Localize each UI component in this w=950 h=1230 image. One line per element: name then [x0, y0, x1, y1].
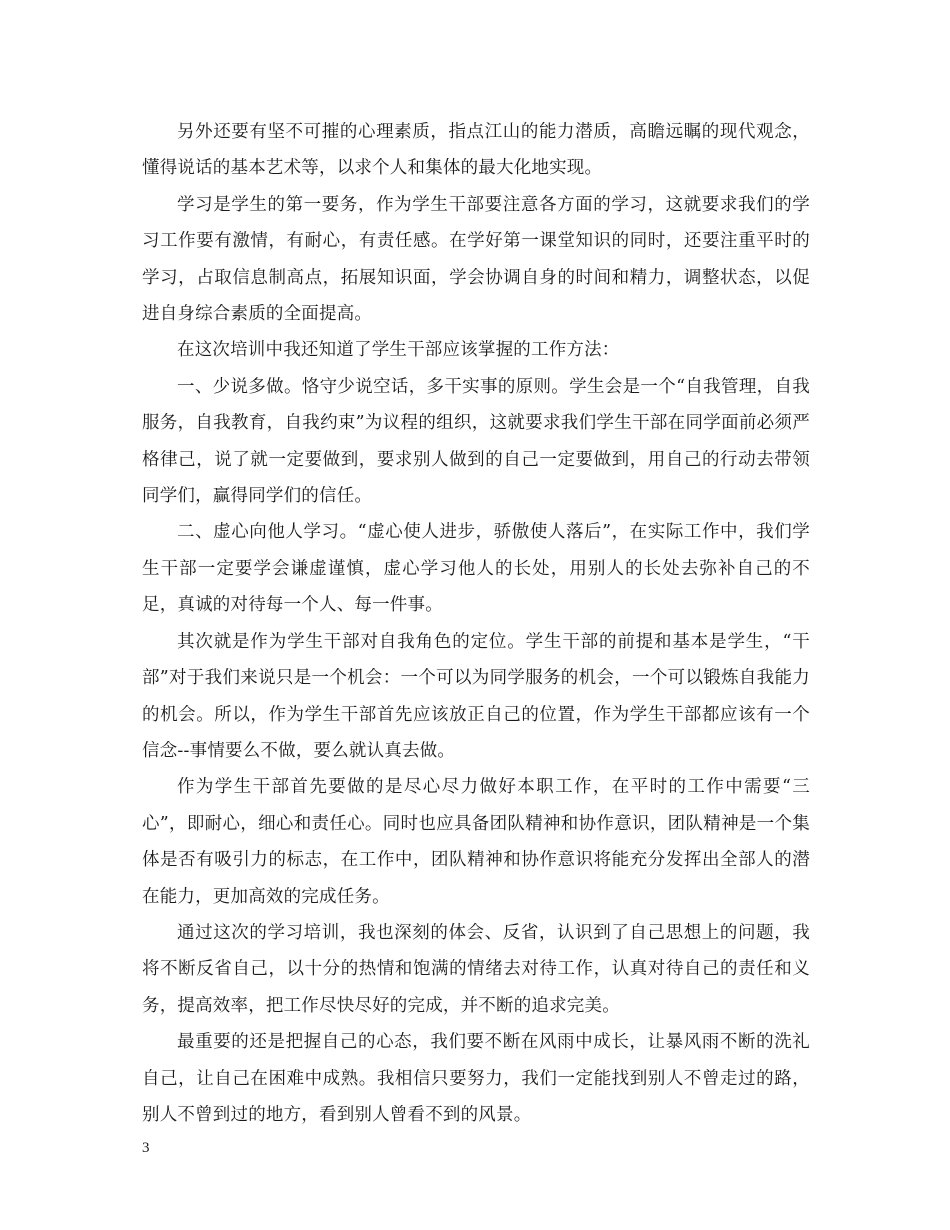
paragraph-personal-qualities: 另外还要有坚不可摧的心理素质，指点江山的能力潜质，高瞻远瞩的现代观念，懂得说话的基本艺术等，以求个人和集体的最大化地实现。 — [142, 122, 810, 179]
page-number: 3 — [142, 1140, 150, 1156]
paragraph-work-methods-intro: 在这次培训中我还知道了学生干部应该掌握的工作方法： — [177, 340, 620, 361]
paragraph-method-one: 一、少说多做。恪守少说空话，多干实事的原则。学生会是一个“自我管理，自我服务，自我教育，自我约束”为议程的组织，这就要求我们学生干部在同学面前必须严格律己，说了就一定要做到，要求别人做到的自己一定要做到，用自己的行动去带领同学们，赢得同学们的信任。 — [142, 376, 810, 507]
paragraph-duties: 作为学生干部首先要做的是尽心尽力做好本职工作，在平时的工作中需要“三心”，即耐心，细心和责任心。同时也应具备团队精神和协作意识，团队精神是一个集体是否有吸引力的标志，在工作中，团队精神和协作意识将能充分发挥出全部人的潜在能力，更加高效的完成任务。 — [142, 777, 810, 907]
paragraph-role-positioning: 其次就是作为学生干部对自我角色的定位。学生干部的前提和基本是学生，“干部”对于我们来说只是一个机会：一个可以为同学服务的机会，一个可以锻炼自我能力的机会。所以，作为学生干部首先应该放正自己的位置，作为学生干部都应该有一个信念--事情要么不做，要么就认真去做。 — [142, 631, 810, 761]
paragraph-method-two: 二、虚心向他人学习。“虚心使人进步，骄傲使人落后”，在实际工作中，我们学生干部一定要学会谦虚谨慎，虚心学习他人的长处，用别人的长处去弥补自己的不足，真诚的对待每一个人、每一件事。 — [142, 522, 810, 616]
document-body — [142, 114, 810, 1133]
paragraph-study: 学习是学生的第一要务，作为学生干部要注意各方面的学习，这就要求我们的学习工作要有激情，有耐心，有责任感。在学好第一课堂知识的同时，还要注重平时的学习，占取信息制高点，拓展知识面，学会协调自身的时间和精力，调整状态，以促进自身综合素质的全面提高。 — [142, 194, 810, 325]
paragraph-reflection: 通过这次的学习培训，我也深刻的体会、反省，认识到了自己思想上的问题，我将不断反省自己，以十分的热情和饱满的情绪去对待工作，认真对待自己的责任和义务，提高效率，把工作尽快尽好的完成，并不断的追求完美。 — [142, 922, 810, 1016]
paragraph-mindset: 最重要的还是把握自己的心态，我们要不断在风雨中成长，让暴风雨不断的洗礼自己，让自己在困难中成熟。我相信只要努力，我们一定能找到别人不曾走过的路，别人不曾到过的地方，看到别人曾看不到的风景。 — [142, 1032, 810, 1125]
